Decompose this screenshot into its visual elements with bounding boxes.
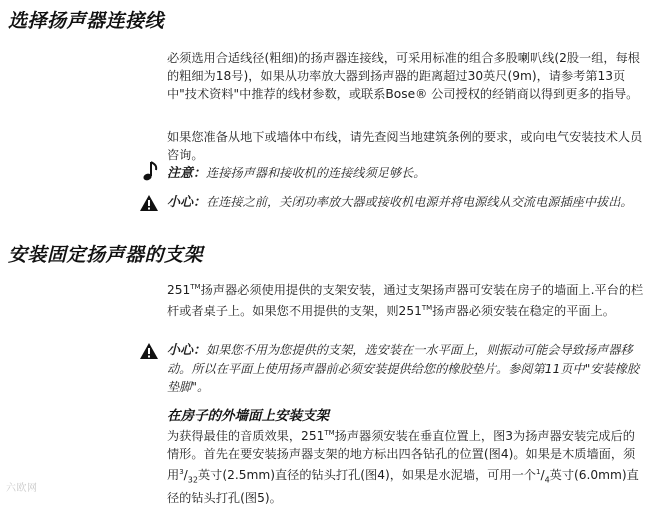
caution-text: 如果您不用为您提供的支架，选安装在一水平面上，则振动可能会导致扬声器移动。所以在平面上使用扬声器前必须安装提供给您的橡胶垫片。参阅第11页中"安装橡胶垫脚"。 [167, 343, 640, 394]
music-note-icon [140, 160, 158, 186]
fraction-numerator: 1 [535, 468, 541, 476]
fraction-numerator: 3 [179, 468, 184, 476]
paragraph-text: 扬声器必须安装在稳定的平面上。 [432, 304, 615, 318]
note-label: 注意： [167, 166, 207, 181]
watermark [6, 479, 38, 494]
note-callout [167, 164, 645, 183]
warning-triangle-icon [139, 342, 159, 364]
trademark-mark: TM [421, 304, 433, 312]
paragraph-drilling: 为获得最佳的音质效果，251™扬声器须安装在垂直位置上，图3为扬声器安装完成后的情形。首先在要安装扬声器支架的地方标出四各钻孔的位置(图4)。如果是木质墙面，须用$^3/_{32}$英寸(2.5mm)直径的钻头打孔(图4)，如果是水泥墙，可用一个$^1/_4$英寸(6.0mm)直径的钻头打孔(图5)。 [167, 429, 639, 506]
paragraph-wire-gauge: 必须选用合适线径(粗细)的扬声器连接线，可采用标准的组合多股喇叭线(2股一组，每根的粗细为18号)，如果从功率放大器到扬声器的距离超过30英尺(9m)，请参考第13页中"技术资料"中推荐的线材参数，或联系Bose® 公司授权的经销商以得到更多的指导。 [167, 51, 640, 101]
paragraph-text: 英寸(6.0mm)直径的钻头打孔(图5)。 [167, 468, 639, 506]
fraction-denominator: 4 [544, 475, 550, 485]
caution-label: 小心： [167, 195, 207, 210]
paragraph-text: 扬声器必须使用提供的支架安装，通过支架扬声器可安装在房子的墙面上.平台的栏杆或者桌子上。如果您不用提供的支架，则251 [167, 283, 644, 318]
watermark-text: 六欧网 [6, 483, 38, 494]
caution-callout-vibration [167, 341, 645, 396]
fraction-denominator: 32 [187, 475, 198, 485]
paragraph-bracket-required [167, 278, 645, 320]
paragraph-text: 英寸(2.5mm)直径的钻头打孔(图4)，如果是水泥墙，可用一个 [197, 468, 536, 482]
subheading-exterior-wall: 在房子的外墙面上安装支架 [167, 408, 329, 424]
model-number: 251 [167, 283, 191, 297]
note-text: 连接扬声器和接收机的连接线须足够长。 [206, 166, 426, 180]
caution-callout-power [167, 193, 645, 212]
caution-label: 小心： [167, 343, 207, 358]
warning-triangle-icon [139, 194, 159, 216]
paragraph-text: 扬声器须安装在垂直位置上，图3为扬声器安装完成后的情形。首先在要安装扬声器支架的地方标出四各钻孔的位置(图4)。如果是木质墙面，须用 [167, 429, 636, 482]
caution-text: 在连接之前，关闭功率放大器或接收机电源并将电源线从交流电源插座中拔出。 [206, 195, 633, 209]
trademark-mark: TM [324, 429, 335, 437]
section-heading-speaker-wire: 选择扬声器连接线 [8, 10, 165, 32]
paragraph-wall-wiring: 如果您准备从地下或墙体中布线，请先查阅当地建筑条例的要求，或向电气安装技术人员咨询。 [167, 130, 643, 162]
paragraph-text: 为获得最佳的音质效果，251 [167, 429, 325, 443]
section-heading-bracket-install: 安装固定扬声器的支架 [8, 244, 204, 266]
trademark-mark: TM [190, 283, 201, 291]
